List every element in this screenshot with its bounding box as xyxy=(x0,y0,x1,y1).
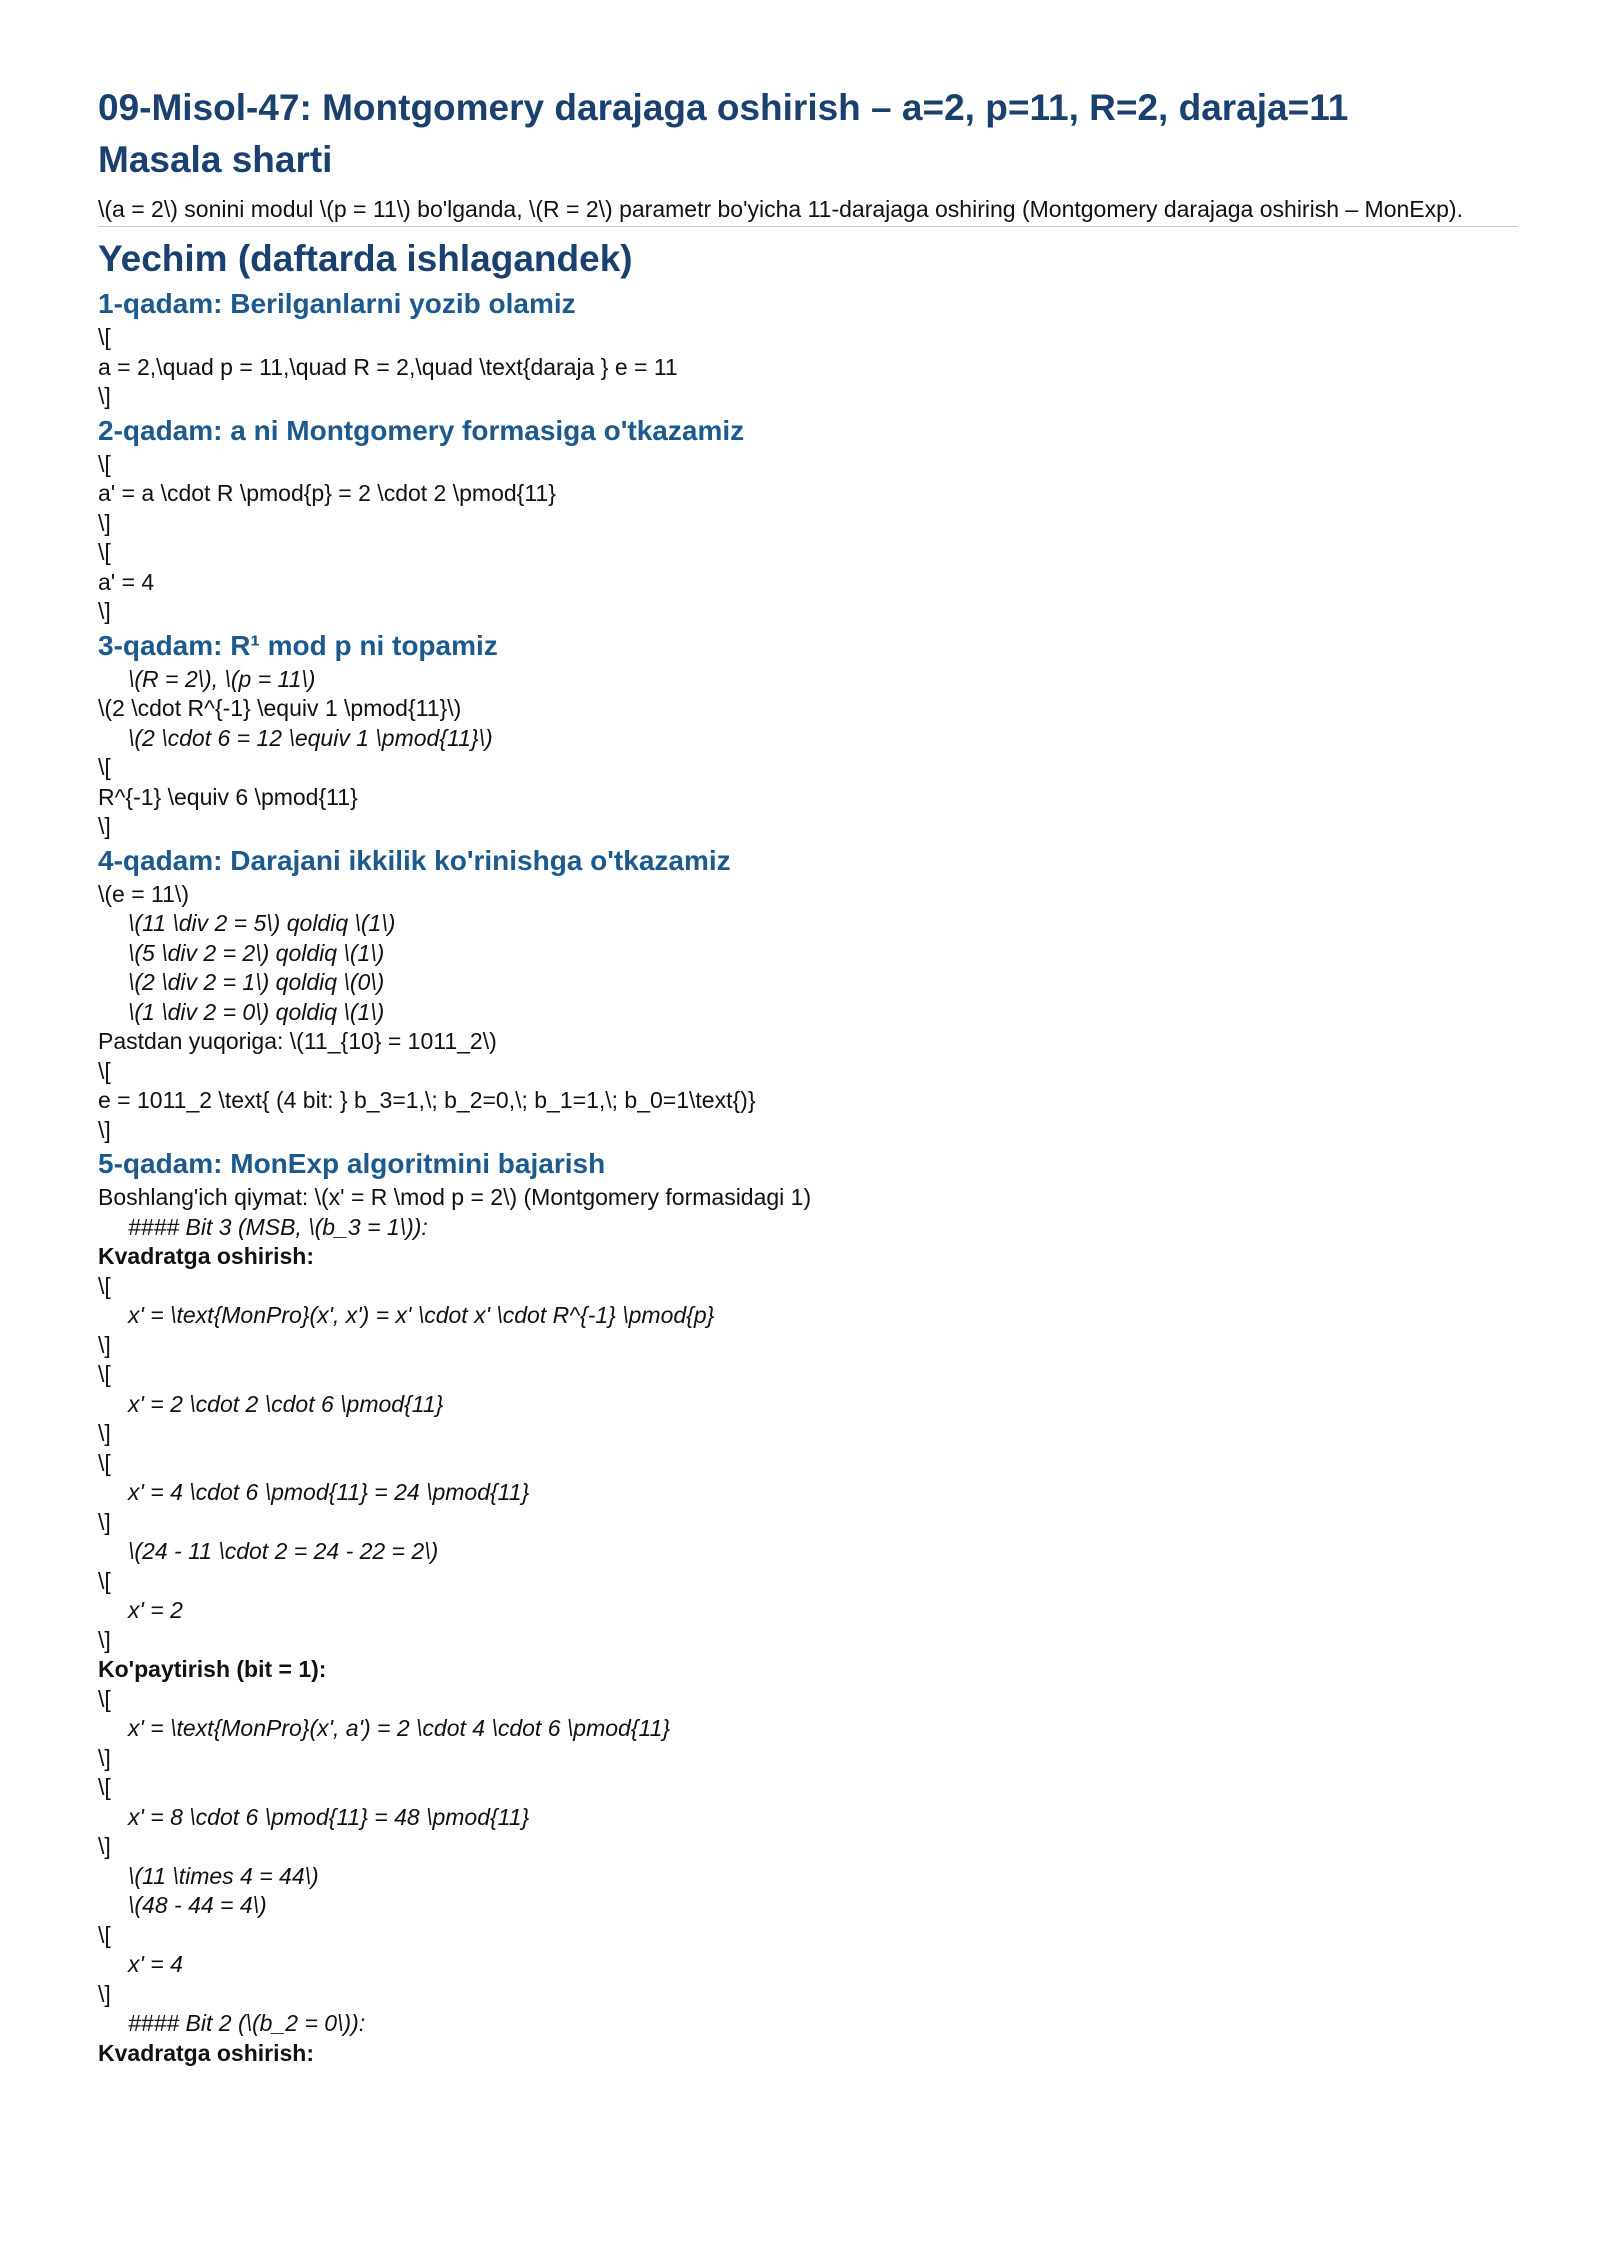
step-line: \(2 \div 2 = 1\) qoldiq \(0\) xyxy=(128,969,385,995)
step-line: \[ xyxy=(98,754,111,780)
step-line: \(R = 2\), \(p = 11\) xyxy=(128,665,316,692)
step-section xyxy=(98,285,1518,412)
step-line: \] xyxy=(98,1508,111,1535)
step-line: \] xyxy=(98,509,111,536)
step-line: \[ xyxy=(98,1774,111,1800)
step-line: \] xyxy=(98,1980,111,2007)
step-line: x' = 2 xyxy=(128,1597,183,1623)
step-line: \(48 - 44 = 4\) xyxy=(128,1892,267,1918)
step-line: #### Bit 3 (MSB, \(b_3 = 1\)): xyxy=(128,1213,428,1240)
step-line: \] xyxy=(98,1331,111,1358)
step-line: \[ xyxy=(98,1685,111,1712)
step-line: a' = a \cdot R \pmod{p} = 2 \cdot 2 \pmod{11} xyxy=(98,480,556,506)
step-line: \(11 \times 4 = 44\) xyxy=(128,1862,319,1889)
document-page xyxy=(98,82,1518,2068)
step-line: #### Bit 2 (\(b_2 = 0\)): xyxy=(128,2010,366,2036)
step-line: \(24 - 11 \cdot 2 = 24 - 22 = 2\) xyxy=(128,1538,439,1564)
step-line: Kvadratga oshirish: xyxy=(98,2039,314,2066)
step-line: a = 2,\quad p = 11,\quad R = 2,\quad \text{daraja } e = 11 xyxy=(98,353,678,380)
step-line: \] xyxy=(98,1833,111,1859)
step-line: \] xyxy=(98,598,111,624)
step-section xyxy=(98,842,1518,1146)
step-line: \(2 \cdot 6 = 12 \equiv 1 \pmod{11}\) xyxy=(128,724,493,751)
step-line: e = 1011_2 \text{ (4 bit: } b_3=1,\; b_2=0,\; b_1=1,\; b_0=1\text{)} xyxy=(98,1087,756,1113)
step-line: Kvadratga oshirish: xyxy=(98,1243,314,1269)
step-section xyxy=(98,627,1518,842)
step-line: x' = 8 \cdot 6 \pmod{11} = 48 \pmod{11} xyxy=(128,1803,530,1830)
step-line: \[ xyxy=(98,1272,111,1299)
step-heading: 1-qadam: Berilganlarni yozib olamiz xyxy=(98,288,576,319)
step-line: \(5 \div 2 = 2\) qoldiq \(1\) xyxy=(128,939,385,966)
step-line: \[ xyxy=(98,1567,111,1594)
step-line: \] xyxy=(98,1116,111,1143)
step-section xyxy=(98,1145,1518,2068)
problem-heading: Masala sharti xyxy=(98,139,333,180)
step-line: \[ xyxy=(98,1361,111,1387)
step-line: \[ xyxy=(98,1057,111,1084)
step-heading: 2-qadam: a ni Montgomery formasiga o'tkazamiz xyxy=(98,414,745,446)
problem-text: \(a = 2\) sonini modul \(p = 11\) bo'lganda, \(R = 2\) parametr bo'yicha 11-darajaga oshiring (Montgomery darajaga oshirish – MonExp). xyxy=(98,196,1463,222)
step-heading: 3-qadam: R¹ mod p ni topamiz xyxy=(98,629,498,661)
step-heading: 4-qadam: Darajani ikkilik ko'rinishga o'tkazamiz xyxy=(98,844,731,876)
step-heading: 5-qadam: MonExp algoritmini bajarish xyxy=(98,1148,606,1179)
step-line: Pastdan yuqoriga: \(11_{10} = 1011_2\) xyxy=(98,1028,497,1054)
step-line: x' = 4 xyxy=(128,1951,183,1977)
step-line: Ko'paytirish (bit = 1): xyxy=(98,1656,327,1682)
step-line: \(2 \cdot R^{-1} \equiv 1 \pmod{11}\) xyxy=(98,695,462,721)
step-line: \] xyxy=(98,813,111,839)
step-line: x' = \text{MonPro}(x', a') = 2 \cdot 4 \cdot 6 \pmod{11} xyxy=(128,1715,671,1741)
step-line: a' = 4 xyxy=(98,568,155,595)
step-line: x' = 4 \cdot 6 \pmod{11} = 24 \pmod{11} xyxy=(128,1479,530,1505)
section-divider xyxy=(98,226,1518,227)
page-title: 09-Misol-47: Montgomery darajaga oshirish – a=2, p=11, R=2, daraja=11 xyxy=(98,87,1349,128)
step-line: Boshlang'ich qiymat: \(x' = R \mod p = 2\) (Montgomery formasidagi 1) xyxy=(98,1184,812,1210)
step-line: \(e = 11\) xyxy=(98,880,189,907)
step-line: \[ xyxy=(98,1921,111,1948)
step-line: \] xyxy=(98,1420,111,1446)
step-section xyxy=(98,412,1518,627)
step-line: \[ xyxy=(98,450,111,477)
solution-heading: Yechim (daftarda ishlagandek) xyxy=(98,238,633,279)
step-line: \(11 \div 2 = 5\) qoldiq \(1\) xyxy=(128,910,396,936)
step-line: \] xyxy=(98,383,111,409)
step-line: x' = 2 \cdot 2 \cdot 6 \pmod{11} xyxy=(128,1390,444,1417)
step-line: \] xyxy=(98,1626,111,1653)
step-line: x' = \text{MonPro}(x', x') = x' \cdot x' \cdot R^{-1} \pmod{p} xyxy=(128,1302,715,1328)
step-line: \] xyxy=(98,1744,111,1771)
step-line: \[ xyxy=(98,324,111,350)
step-line: R^{-1} \equiv 6 \pmod{11} xyxy=(98,783,358,810)
step-line: \(1 \div 2 = 0\) qoldiq \(1\) xyxy=(128,998,385,1025)
step-line: \[ xyxy=(98,539,111,565)
solution-steps xyxy=(98,285,1518,2068)
step-line: \[ xyxy=(98,1449,111,1476)
